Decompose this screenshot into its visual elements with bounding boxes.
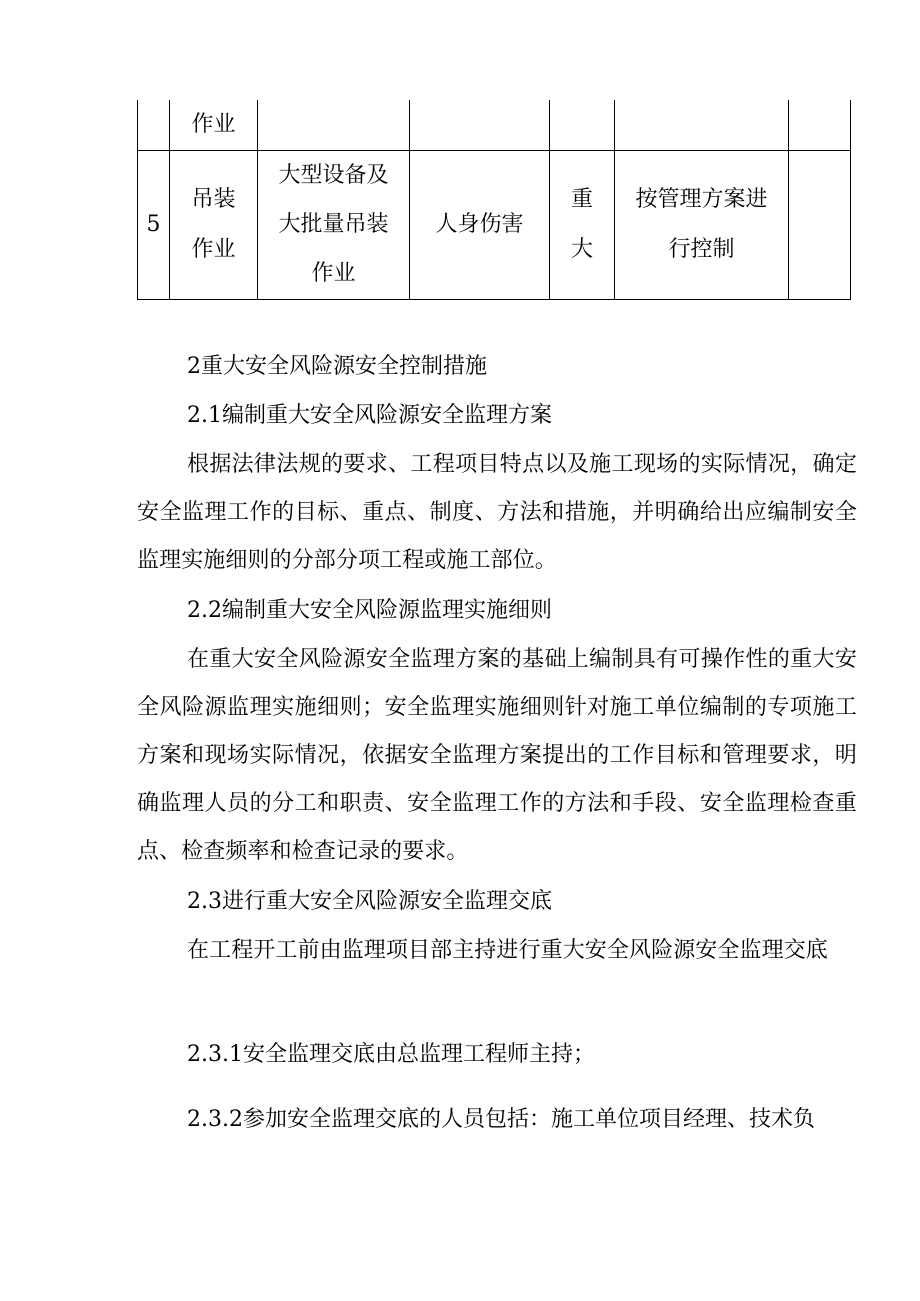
- section-2-3-body: 在工程开工前由监理项目部主持进行重大安全风险源安全监理交底: [187, 938, 828, 963]
- section-2-3-heading: 2.3进行重大安全风险源安全监理交底: [187, 889, 552, 914]
- cell-level: [550, 100, 615, 151]
- section-2-1-heading: 2.1编制重大安全风险源安全监理方案: [187, 403, 552, 428]
- cell-level: 重 大: [550, 151, 615, 300]
- cell-risk: [410, 100, 550, 151]
- section-2-2-heading: 2.2编制重大安全风险源监理实施细则: [187, 598, 552, 623]
- cell-activity: 大型设备及 大批量吊装 作业: [258, 151, 410, 300]
- cell-no: 5: [138, 151, 170, 300]
- cell-note: [789, 100, 851, 151]
- cell-measure: 按管理方案进 行控制: [615, 151, 789, 300]
- section-2-2-body: 在重大安全风险源安全监理方案的基础上编制具有可操作性的重大安全风险源监理实施细则；安全监理实施细则针对施工单位编制的专项施工方案和现场实际情况，依据安全监理方案提出的工作目标和管理要求，明确监理人员的分工和职责、安全监理工作的方法和手段、安全监理检查重点、检查频率和检查记录的要求。: [137, 647, 857, 864]
- section-2-3-1: 2.3.1安全监理交底由总监理工程师主持；: [187, 1042, 595, 1067]
- cell-activity: [258, 100, 410, 151]
- cell-measure: [615, 100, 789, 151]
- section-2-heading: 2重大安全风险源安全控制措施: [187, 354, 487, 379]
- cell-category: 作业: [170, 100, 258, 151]
- cell-note: [789, 151, 851, 300]
- cell-no: [138, 100, 170, 151]
- section-2-1-body: 根据法律法规的要求、工程项目特点以及施工现场的实际情况，确定安全监理工作的目标、重点、制度、方法和措施，并明确给出应编制安全监理实施细则的分部分项工程或施工部位。: [137, 452, 857, 573]
- section-2-3-2: 2.3.2参加安全监理交底的人员包括：施工单位项目经理、技术负: [187, 1107, 815, 1132]
- table-row: [138, 151, 851, 300]
- risk-source-table: [137, 100, 851, 300]
- cell-category: 吊装 作业: [170, 151, 258, 300]
- table-row: [138, 100, 851, 151]
- cell-risk: 人身伤害: [410, 151, 550, 300]
